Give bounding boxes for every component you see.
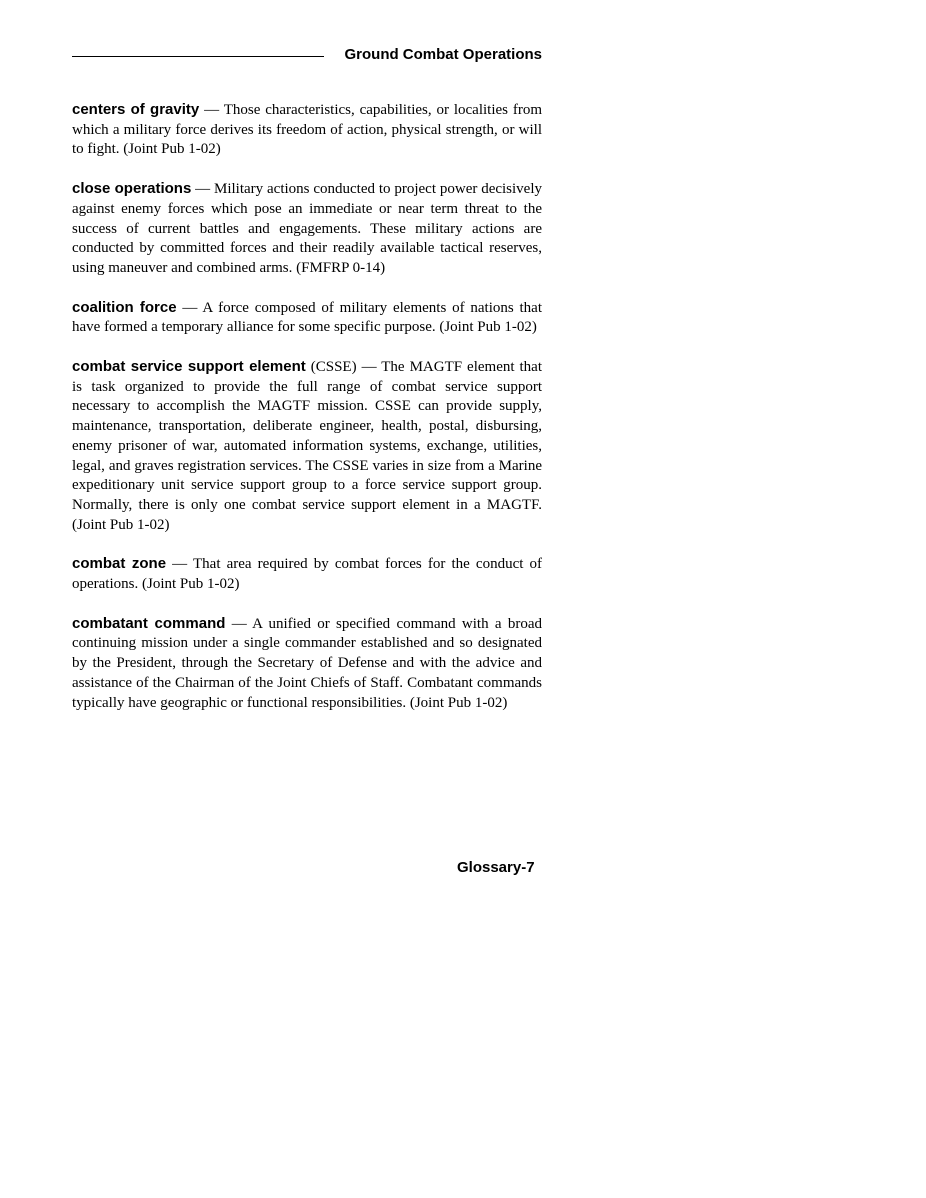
glossary-term: close operations (72, 180, 192, 198)
glossary-entry-combat-service-support-element (72, 357, 542, 535)
glossary-term: combat service support element (72, 358, 306, 376)
glossary-term: coalition force (72, 298, 177, 316)
glossary-entry-close-operations (72, 179, 542, 279)
glossary-definition: — Those characteristics, capabilities, or localities from which a military force derives its freedom of action, physical strength, or will to fight. (Joint Pub 1-02) (72, 102, 543, 158)
glossary-definition: — That area required by combat forces for the conduct of operations. (Joint Pub 1-02) (72, 556, 542, 593)
glossary-definition: — A force composed of military elements of nations that have formed a temporary alliance for some specific purpose. (Joint Pub 1-02) (72, 299, 542, 336)
glossary-entry-centers-of-gravity (72, 100, 542, 160)
glossary-term: combat zone (72, 555, 167, 573)
glossary-term: centers of gravity (72, 101, 200, 118)
glossary-definition: (CSSE) — The MAGTF element that is task organized to provide the full range of combat service support necessary to accomplish the MAGTF mission. CSSE can provide supply, maintenance, transportation, deliberate engineer, health, postal, disbursing, enemy prisoner of war, automated information systems, exchange, utilities, legal, and graves registration services. The CSSE varies in size from a Marine expeditionary unit service support group to a force service support group. Normally, there is only one combat service support element in a MAGTF. (Joint Pub 1-02) (72, 359, 542, 533)
glossary-definition: — A unified or specified command with a broad continuing mission under a single commander established and so designated by the President, through the Secretary of Defense and with the advice and assistance of the Chairman of the Joint Chiefs of Staff. Combatant commands typically have geographic or functional responsibilities. (Joint Pub 1-02) (72, 615, 542, 711)
glossary-entry-combatant-command (72, 614, 542, 714)
glossary-entry-coalition-force (72, 298, 542, 338)
header-title: Ground Combat Operations (344, 46, 542, 63)
glossary-term: combatant command (72, 614, 226, 632)
page-number: Glossary-7 (457, 859, 535, 876)
running-header (72, 44, 542, 68)
glossary-entry-combat-zone (72, 554, 542, 594)
glossary-entries (72, 100, 542, 732)
glossary-definition: — Military actions conducted to project power decisively against enemy forces which pose an immediate or near term threat to the success of current battles and engagements. These military actions are conducted by committed forces and their readily available tactical reserves, using maneuver and combined arms. (FMFRP 0-14) (72, 181, 543, 276)
header-rule (72, 56, 324, 57)
